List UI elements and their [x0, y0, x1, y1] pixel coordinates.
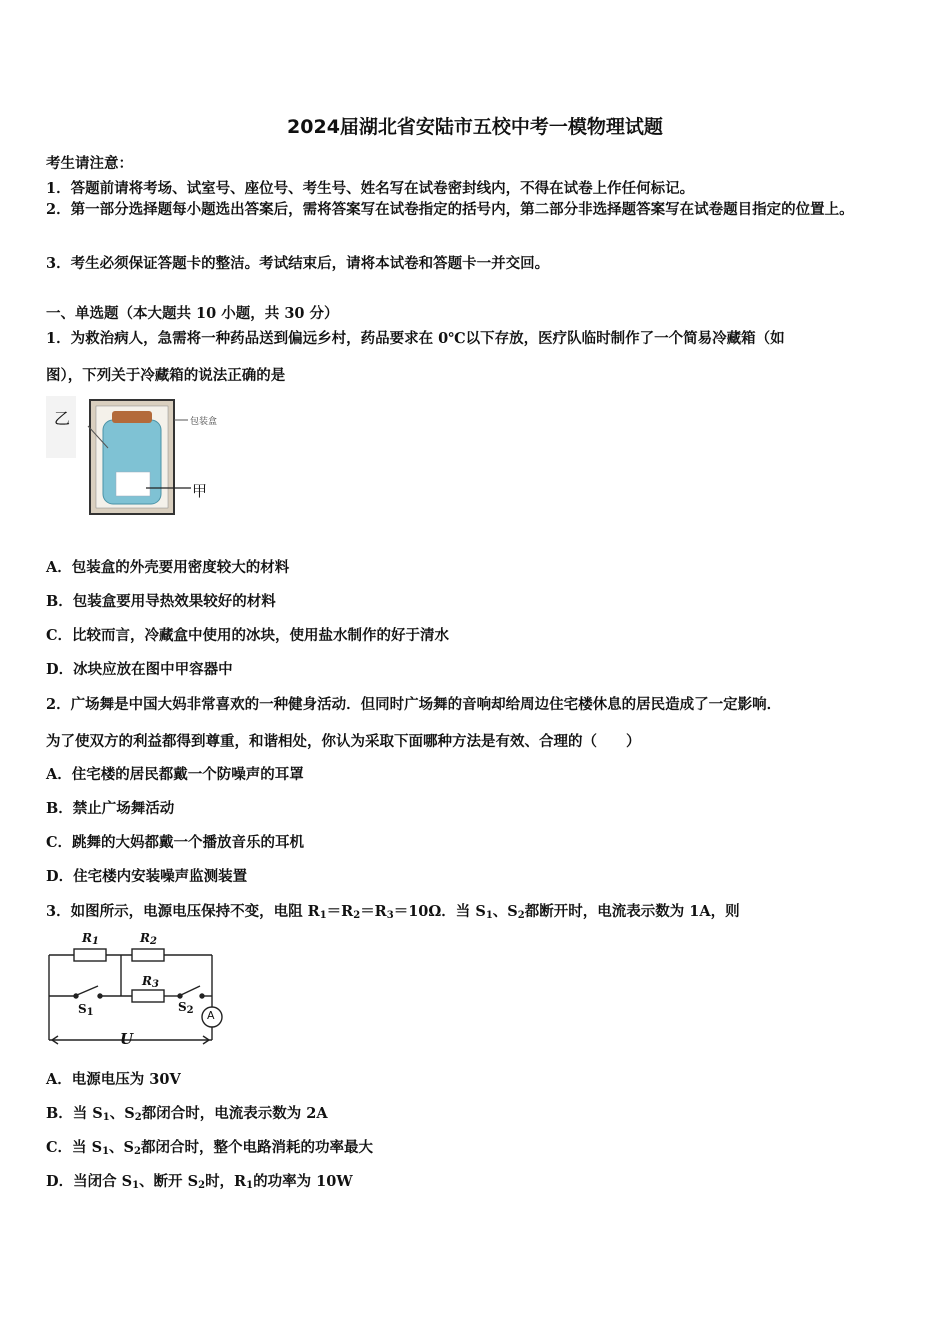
label-u: U	[120, 1030, 134, 1048]
label-jia: 甲	[192, 482, 208, 500]
q2-stem-line2: 为了使双方的利益都得到尊重，和谐相处，你认为采取下面哪种方法是有效、合理的（ ）	[46, 733, 641, 750]
q2-option-b: B．禁止广场舞活动	[46, 800, 175, 817]
q1-option-c: C．比较而言，冷藏盒中使用的冰块，使用盐水制作的好于清水	[46, 627, 450, 644]
q2-option-a: A．住宅楼的居民都戴一个防噪声的耳罩	[46, 766, 304, 783]
q1-option-a: A．包装盒的外壳要用密度较大的材料	[46, 559, 290, 576]
label-r1: $R_1$	[82, 931, 99, 947]
q2-option-d: D．住宅楼内安装噪声监测装置	[46, 868, 248, 885]
label-r3: $R_3$	[142, 974, 159, 990]
notice-item-2: 2．第一部分选择题每小题选出答案后，需将答案写在试卷指定的括号内，第二部分非选择题答案写在试卷题目指定的位置上。	[46, 201, 854, 218]
page-title: 2024届湖北省安陆市五校中考一模物理试题	[287, 116, 663, 138]
q3-stem: 3．如图所示，电源电压保持不变，电阻 $R_1=R_2=R_3=10\Omega$．当 $S_1$、$S_2$都断开时，电流表示数为 1A，则	[46, 903, 740, 921]
q1-stem-line1: 1．为救治病人，急需将一种药品送到偏远乡村，药品要求在 0℃以下存放，医疗队临时制作了一个简易冷藏箱（如	[46, 330, 785, 347]
label-s1: $S_1$	[78, 1002, 94, 1018]
ammeter-icon: A	[207, 1009, 215, 1022]
q1-option-d: D．冰块应放在图中甲容器中	[46, 661, 233, 678]
notice-item-3: 3．考生必须保证答题卡的整洁。考试结束后，请将本试卷和答题卡一并交回。	[46, 255, 550, 272]
q1-option-b: B．包装盒要用导热效果较好的材料	[46, 593, 276, 610]
label-r2: $R_2$	[140, 931, 157, 947]
q2-option-c: C．跳舞的大妈都戴一个播放音乐的耳机	[46, 834, 305, 851]
notice-heading: 考生请注意：	[46, 155, 133, 172]
label-box: 包装盒	[190, 417, 218, 427]
cooler-box-figure	[46, 396, 236, 520]
circuit-figure	[44, 926, 234, 1054]
q1-stem-line2: 图），下列关于冷藏箱的说法正确的是	[46, 367, 286, 384]
q2-stem-line1: 2．广场舞是中国大妈非常喜欢的一种健身活动．但同时广场舞的音响却给周边住宅楼休息的居民造成了一定影响．	[46, 696, 782, 713]
notice-item-1: 1．答题前请将考场、试室号、座位号、考生号、姓名写在试卷密封线内，不得在试卷上作任何标记。	[46, 180, 695, 197]
section-heading: 一、单选题（本大题共 10 小题，共 30 分）	[46, 305, 339, 322]
q3-option-b: B．当 $S_1$、$S_2$都闭合时，电流表示数为 2A	[46, 1105, 328, 1123]
q3-option-a: A．电源电压为 30V	[46, 1071, 181, 1088]
q3-option-c: C．当 $S_1$、$S_2$都闭合时，整个电路消耗的功率最大	[46, 1139, 373, 1157]
q3-option-d: D．当闭合 $S_1$、断开 $S_2$时，$R_1$的功率为 10W	[46, 1173, 353, 1191]
label-s2: $S_2$	[178, 1000, 194, 1016]
label-yi: 乙	[54, 409, 71, 428]
